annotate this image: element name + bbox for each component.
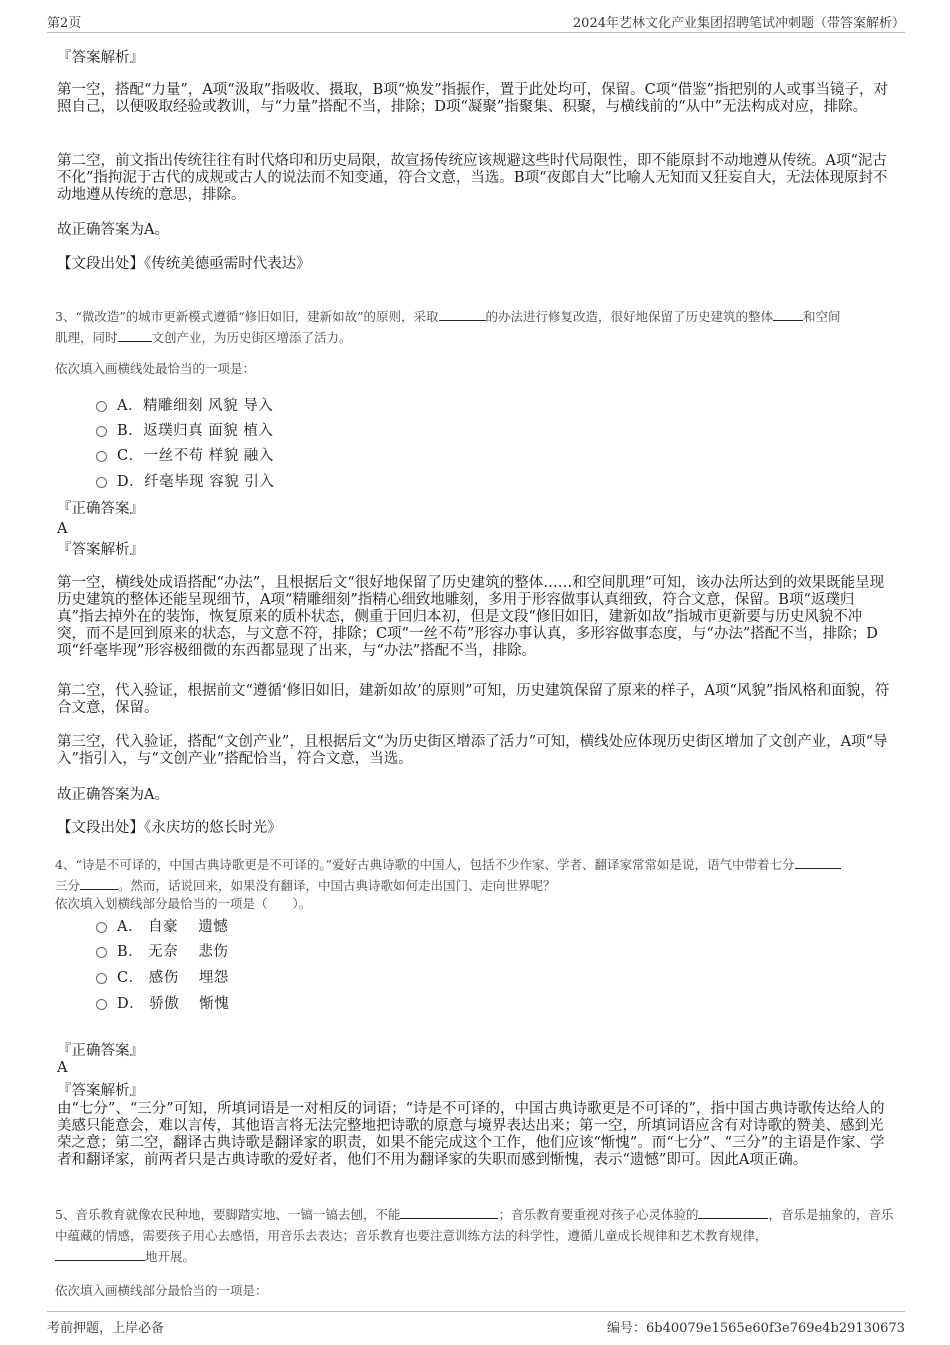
q4-analysis-p1: 由“七分”、“三分”可知，所填词语是一对相反的词语；“诗是不可译的，中国古典诗歌更是不可译的”，指中国古典诗歌传达给人的美感只能意会，难以言传，其他语言将无法完整地把诗歌的原意与境界表达出来；第一空，所填词语应含有对诗歌的赞美、感到光荣之意；第二空，翻译古典诗歌是翻译家的职责，如果不能完成这个工作，他们应该“惭愧”。而“七分”、“三分”的主语是作家、学者和翻译家，前两者只是古典诗歌的爱好者，他们不用为翻译家的失职而感到惭愧，表示“遗憾”即可。因此A项正确。 xyxy=(57,1101,885,1168)
q5-stem: 5、音乐教育就像农民种地，要脚踏实地、一镐一镐去刨，不能 ；音乐教育要重视对孩子心灵体验的 ，音乐是抽象的，音乐中蕴藏的情感，需要孩子用心去感悟，用音乐去表达；音乐教育也要注意训练方法的科学性，遵循儿童成长规律和艺术教育规律， 地开展。 xyxy=(55,1207,894,1264)
q4-option-d[interactable]: D． 骄傲 惭愧 xyxy=(96,996,229,1013)
q2-analysis-p1: 第一空，搭配“力量”，A项“汲取”指吸收、摄取，B项“焕发”指振作，置于此处均可，保留。C项“借鉴”指把别的人或事当镜子，对照自己，以便吸取经验或教训，与“力量”搭配不当，排除；D项“凝聚”指聚集、积聚，与横线前的“从中”无法构成对应，排除。 xyxy=(57,82,889,115)
q3-analysis-label: 『答案解析』 xyxy=(57,542,144,558)
q3-option-a[interactable]: A．精雕细刻 风貌 导入 xyxy=(96,398,273,415)
radio-icon[interactable] xyxy=(96,999,107,1010)
blank-2 xyxy=(698,1205,768,1219)
radio-icon[interactable] xyxy=(96,947,107,958)
q4-stem: 4、“诗是不可译的，中国古典诗歌更是不可译的。”爱好古典诗歌的中国人，包括不少作家、学者、翻译家常常如是说，语气中带着七分 三分 。然而，话说回来，如果没有翻译，中国古典诗歌如何走出国门、走向世界呢？ xyxy=(55,854,895,896)
q4-answer: A xyxy=(57,1060,68,1076)
q4-option-b[interactable]: B． 无奈 悲伤 xyxy=(96,944,228,961)
page-number: 第2页 xyxy=(47,16,82,31)
radio-icon[interactable] xyxy=(96,426,107,437)
q3-analysis-p3: 第三空，代入验证，搭配“文创产业”，且根据后文“为历史街区增添了活力”可知，横线处应体现历史街区增加了文创产业，A项“导入”指引入，与“文创产业”搭配恰当，符合文意，当选。 xyxy=(57,734,888,767)
q3-source: 【文段出处】《永庆坊的悠长时光》 xyxy=(57,820,282,836)
document-id: 编号：6b40079e1565e60f3e769e4b29130673 xyxy=(606,1321,905,1336)
q4-analysis-label: 『答案解析』 xyxy=(57,1083,144,1099)
blank-1 xyxy=(400,1205,498,1219)
q3-analysis-p2: 第二空，代入验证，根据前文“遵循‘修旧如旧，建新如故’的原则”可知，历史建筑保留了原来的样子，A项“风貌”指风格和面貌，符合文意，保留。 xyxy=(57,683,890,716)
q3-option-b[interactable]: B．返璞归真 面貌 植入 xyxy=(96,423,273,440)
radio-icon[interactable] xyxy=(96,401,107,412)
radio-icon[interactable] xyxy=(96,973,107,984)
footer-slogan: 考前押题，上岸必备 xyxy=(47,1321,165,1336)
document-title: 2024年艺林文化产业集团招聘笔试冲刺题（带答案解析） xyxy=(572,16,905,31)
page-footer xyxy=(47,1311,905,1336)
blank-1 xyxy=(795,855,841,869)
radio-icon[interactable] xyxy=(96,922,107,933)
blank-3 xyxy=(118,328,152,342)
q3-answer: A xyxy=(57,521,68,537)
blank-1 xyxy=(439,307,486,321)
blank-2 xyxy=(773,307,803,321)
q2-analysis-label: 『答案解析』 xyxy=(57,50,144,66)
q3-answer-label: 『正确答案』 xyxy=(57,501,144,517)
q4-prompt: 依次填入划横线部分最恰当的一项是（ ）。 xyxy=(55,896,312,911)
q5-prompt: 依次填入画横线部分最恰当的一项是： xyxy=(55,1283,268,1298)
q2-source: 【文段出处】《传统美德亟需时代表达》 xyxy=(57,256,311,272)
q3-prompt: 依次填入画横线处最恰当的一项是： xyxy=(55,361,256,376)
radio-icon[interactable] xyxy=(96,477,107,488)
q3-option-d[interactable]: D．纤毫毕现 容貌 引入 xyxy=(96,474,274,491)
q3-option-c[interactable]: C．一丝不苟 样貌 融入 xyxy=(96,448,274,465)
q4-option-a[interactable]: A． 自豪 遗憾 xyxy=(96,919,228,936)
radio-icon[interactable] xyxy=(96,451,107,462)
blank-3 xyxy=(55,1247,145,1261)
q4-option-c[interactable]: C． 感伤 埋怨 xyxy=(96,970,229,987)
q2-conclusion: 故正确答案为A。 xyxy=(57,222,169,238)
page-header xyxy=(47,8,905,33)
blank-2 xyxy=(80,876,118,890)
q3-conclusion: 故正确答案为A。 xyxy=(57,787,169,803)
q3-stem: 3、“微改造”的城市更新模式遵循“修旧如旧，建新如故”的原则，采取 的办法进行修复改造，很好地保留了历史建筑的整体 和空间 肌理，同时 文创产业，为历史街区增添了活力。 xyxy=(55,309,841,345)
q2-analysis-p2: 第二空，前文指出传统往往有时代烙印和历史局限，故宣扬传统应该规避这些时代局限性，即不能原封不动地遵从传统。A项“泥古不化”指拘泥于古代的成规或古人的说法而不知变通，符合文意，当选。B项“夜郎自大”比喻人无知而又狂妄自大，无法体现原封不动地遵从传统的意思，排除。 xyxy=(57,153,888,203)
q3-analysis-p1: 第一空，横线处成语搭配“办法”，且根据后文“很好地保留了历史建筑的整体……和空间肌理”可知，该办法所达到的效果既能呈现历史建筑的整体还能呈现细节，A项“精雕细刻”指精心细致地雕刻，多用于形容做事认真细致，符合文意，保留。B项“返璞归真”指去掉外在的装饰，恢复原来的质朴状态，侧重于回归本初，但是文段“修旧如旧，建新如故”指城市更新要与历史风貌不冲突，而不是回到原来的状态，与文意不符，排除；C项“一丝不苟”形容办事认真，多形容做事态度，与“办法”搭配不当，排除；D项“纤毫毕现”形容极细微的东西都显现了出来，与“办法”搭配不当，排除。 xyxy=(57,575,885,659)
q4-answer-label: 『正确答案』 xyxy=(57,1043,144,1059)
